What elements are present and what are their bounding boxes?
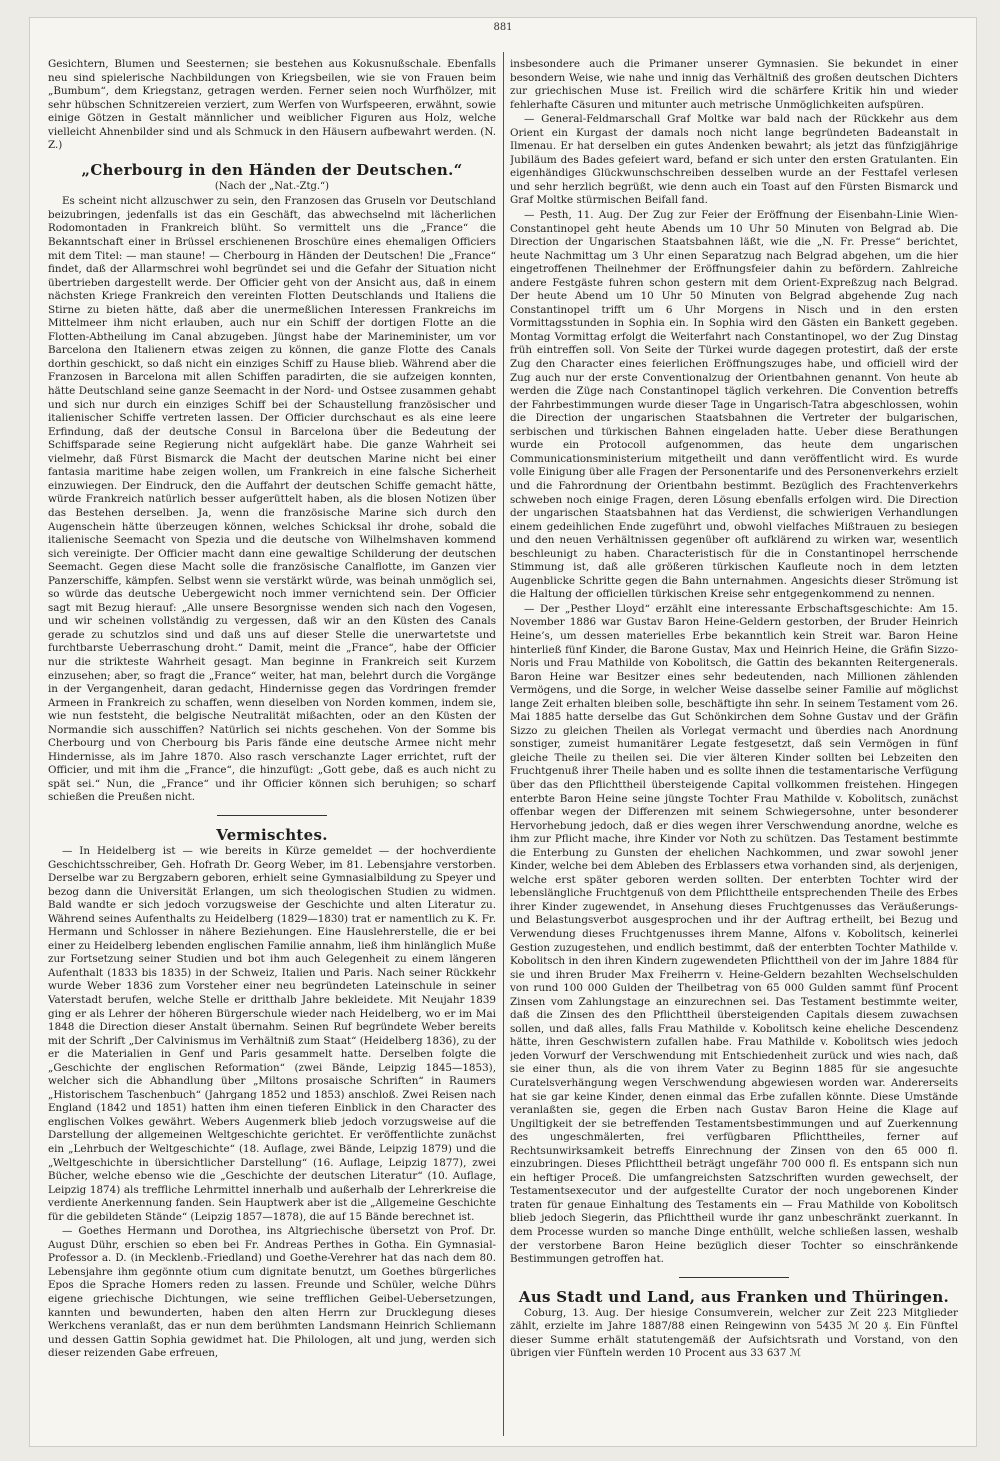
column-divider — [503, 52, 504, 1436]
paragraph: — Der „Pesther Lloyd“ erzählt eine interessante Erbschaftsgeschichte: Am 15. November 1886 war Gustav Baron Heine-Geldern gestorben, der Bruder Heinrich Heine’s, um dessen materielles Erbe bekanntlich kein Streit war. Baron Heine hinterließ fünf Kinder, die Barone Gustav, Max und Heinrich Heine, die Gräfin Sizzo-Noris und Frau Mathilde von Kobolitsch, die Gattin des bekannten Reitergenerals. Baron Heine war Besitzer eines sehr bedeutenden, nach Millionen zählenden Vermögens, und die Sorge, in welcher Weise dasselbe seiner Familie auf möglichst lange Zeit erhalten bleiben solle, beschäftigte ihn sehr. In seinem Testament vom 26. Mai 1885 hatte derselbe das Gut Schönkirchen dem Sohne Gustav und der Gräfin Sizzo zu gleichen Theilen als Vorlegat vermacht und überdies nach Anordnung sonstiger, zumeist humanitärer Legate festgesetzt, daß sein Vermögen in fünf gleiche Theile zu theilen sei. Die vier älteren Kinder sollten bei Lebzeiten den Fruchtgenuß ihrer Theile haben und es sollte ihnen die testamentarische Verfügung über das den Pflichttheil übersteigende Capital vollkommen freistehen. Hingegen enterbte Baron Heine seine jüngste Tochter Frau Mathilde v. Kobolitsch, zunächst offenbar wegen der Differenzen mit seinem Schwiegersohne, unter besonderer Hervorhebung jedoch, daß er dies wegen ihrer Verschwendung anordne, welche es ihm zur Pflicht mache, ihre Kinder vor Noth zu schützen. Das Testament bestimmte die Enterbung zu Gunsten der ehelichen Nachkommen, und zwar sowohl jener Kinder, welche bei dem Ableben des Erblassers etwa vorhanden sind, als derjenigen, welche erst später geboren werden sollten. Der enterbten Tochter wird der lebenslängliche Fruchtgenuß von dem Pflichttheile entsprechenden Theile des Erbes ihrer Kinder zugewendet, in Ansehung dieses Fruchtgenusses das Veräußerungs- und Belastungsverbot ausgesprochen und ihr der Auftrag ertheilt, bei Bezug und Verwendung dieses Fruchtgenusses ihrem Manne, Alfons v. Kobolitsch, keinerlei Gestion zuzugestehen, und endlich bestimmt, daß der enterbten Tochter Mathilde v. Kobolitsch in den ihren Kindern zugewendeten Pflichttheil von der im Jahre 1884 für sie und ihren Bruder Max Freiherrn v. Heine-Geldern bezahlten Wechselschulden von rund 100 000 Gulden der Theilbetrag von 65 000 Gulden sammt fünf Procent Zinsen vom Zahlungstage an einzurechnen sei. Das Testament bestimmte weiter, daß die Zinsen des den Pflichttheil übersteigenden Capitals diesem zuwachsen sollen, und daß alles, falls Frau Mathilde v. Kobolitsch keine eheliche Descendenz hätte, ihren Geschwistern zufallen habe. Frau Mathilde v. Kobolitsch wies jedoch jeden Vorwurf der Verschwendung mit Entschiedenheit zurück und wies nach, daß sie einer thun, als die von ihrem Vater zu Beginn 1885 für sie angesuchte Curatelsverhängung wegen Verschwendung abgewiesen worden war. Andererseits hat sie gar keine Kinder, denen einmal das Erbe zufallen könnte. Diese Umstände veranlaßten sie, gegen die Erben nach Gustav Baron Heine die Klage auf Ungiltigkeit der sie betreffenden Testamentsbestimmungen und auf Zuerkennung des ungeschmälerten, frei verfügbaren Pflichttheiles, ferner auf Rechtsunwirksamkeit betreffs Einrechnung der Zinsen von den 65 000 fl. einzubringen. Dieses Pflichttheil beträgt ungefähr 700 000 fl. Es entspann sich nun ein heftiger Proceß. Die umfangreichsten Satzschriften wurden gewechselt, der Testamentsexecutor und der aufgestellte Curator der noch ungeborenen Kinder traten für genaue Einhaltung des Testaments ein — Frau Mathilde von Kobolitsch blieb jedoch Siegerin, das Pflichttheil wurde ihr ganz unbeschränkt zuerkannt. In dem Processe wurden so manche Dinge enthüllt, welche schließen lassen, weshalb der verstorbene Baron Heine bezüglich dieser Tochter so einschränkende Bestimmungen getroffen hat. — [510, 602, 958, 1266]
paragraph: — In Heidelberg ist — wie bereits in Kürze gemeldet — der hochverdiente Geschichtsschreiber, Geh. Hofrath Dr. Georg Weber, im 81. Lebensjahre verstorben. Derselbe war zu Bergzabern geboren, erhielt seine Gymnasialbildung zu Speyer und bezog dann die Universität Erlangen, um sich theologischen Studien zu widmen. Bald wandte er sich jedoch vorzugsweise der Geschichte und alten Literatur zu. Während seines Aufenthalts zu Heidelberg (1829—1830) trat er namentlich zu K. Fr. Hermann und Schlosser in nähere Beziehungen. Eine Hauslehrerstelle, die er bei einer zu Heidelberg lebenden englischen Familie annahm, ließ ihm hinlänglich Muße zur Fortsetzung seiner Studien und bot ihm auch Gelegenheit zu einem längeren Aufenthalt (1833 bis 1835) in der Schweiz, Italien und Paris. Nach seiner Rückkehr wurde Weber 1836 zum Vorsteher einer neu begründeten Lateinschule in seiner Vaterstadt berufen, welche Stelle er dritthalb Jahre bekleidete. Mit Neujahr 1839 ging er als Lehrer der höheren Bürgerschule wieder nach Heidelberg, wo er im Mai 1848 die Direction dieser Anstalt übernahm. Seinen Ruf begründete Weber bereits mit der Schrift „Der Calvinismus im Verhältniß zum Staat“ (Heidelberg 1836), zu der er die Materialien in Genf und Paris gesammelt hatte. Derselben folgte die „Geschichte der englischen Reformation“ (zwei Bände, Leipzig 1845—1853), welcher sich die Abhandlung über „Miltons prosaische Schriften“ in Raumers „Historischem Taschenbuch“ (Jahrgang 1852 und 1853) anschloß. Zwei Reisen nach England (1842 und 1851) hatten ihm einen tieferen Einblick in den Character des englischen Volkes gewährt. Webers Augenmerk blieb jedoch vorzugsweise auf die Darstellung der allgemeinen Weltgeschichte gerichtet. Er veröffentlichte zunächst ein „Lehrbuch der Weltgeschichte“ (18. Auflage, zwei Bände, Leipzig 1879) und die „Weltgeschichte in übersichtlicher Darstellung“ (16. Auflage, Leipzig 1877), zwei Bücher, welche ebenso wie die „Geschichte der deutschen Literatur“ (10. Auflage, Leipzig 1874) als treffliche Lehrmittel innerhalb und außerhalb der Lehrerkreise die verdiente Anerkennung fanden. Sein Hauptwerk aber ist die „Allgemeine Geschichte für die gebildeten Stände“ (Leipzig 1857—1878), die auf 15 Bände berechnet ist. — [48, 844, 496, 1223]
newspaper-page — [30, 18, 976, 1446]
section-divider — [679, 1277, 789, 1278]
section-title: Vermischtes. — [216, 825, 328, 844]
paragraph: — Pesth, 11. Aug. Der Zug zur Feier der Eröffnung der Eisenbahn-Linie Wien-Constantinopel geht heute Abends um 10 Uhr 50 Minuten von Belgrad ab. Die Direction der Ungarischen Staatsbahnen läßt, wie die „N. Fr. Presse“ berichtet, heute Nachmittag um 3 Uhr einen Separatzug nach Belgrad abgehen, um die hier eingetroffenen Theilnehmer der Eröffnungsfeier dahin zu befördern. Zahlreiche andere Festgäste fuhren schon gestern mit dem Orient-Expreßzug nach Belgrad. Der heute Abend um 10 Uhr 50 Minuten von Belgrad abgehende Zug nach Constantinopel trifft um 6 Uhr Morgens in Nisch und in den ersten Vormittagsstunden in Sophia ein. In Sophia wird den Gästen ein Bankett gegeben. Montag Vormittag erfolgt die Weiterfahrt nach Constantinopel, wo der Zug Dinstag früh eintreffen soll. Von Seite der Türkei wurde dagegen protestirt, daß der erste Zug den Character eines feierlichen Eröffnungszuges habe, und officiell wird der Zug auch nur der erste Conventionalzug der Orientbahnen genannt. Von heute ab werden die Züge nach Constantinopel täglich verkehren. Die Convention betreffs der Fahrbestimmungen wurde dieser Tage in Ungarisch-Tatra abgeschlossen, wohin die Direction der ungarischen Staatsbahnen die Vertreter der bulgarischen, serbischen und türkischen Bahnen eingeladen hatte. Ueber diese Berathungen wurde ein Protocoll aufgenommen, das heute dem ungarischen Communicationsministerium mitgetheilt und dann veröffentlicht wird. Es wurde volle Einigung über alle Fragen der Personentarife und des Personenverkehrs erzielt und die Fahrordnung der Orientbahn bestimmt. Bezüglich des Frachtenverkehrs schweben noch einige Fragen, deren Lösung ebenfalls erfolgen wird. Die Direction der ungarischen Staatsbahnen hat das Verdienst, die schwierigen Verhandlungen einem gedeihlichen Ende zugeführt und, obwohl vielfaches Mißtrauen zu besiegen und den neuen Verhältnissen gegenüber oft aufklärend zu wirken war, wesentlich beschleunigt zu haben. Characteristisch für die in Constantinopel herrschende Stimmung ist, daß alle größeren türkischen Kaufleute noch in dem letzten Augenblicke Schritte gegen die Bahn unternahmen. Angesichts dieser Strömung ist die Haltung der officiellen türkischen Kreise sehr entgegenkommend zu nennen. — [510, 209, 958, 601]
section-title: Aus Stadt und Land, aus Franken und Thüringen. — [518, 1287, 950, 1306]
article-subtitle: (Nach der „Nat.-Ztg.“) — [214, 180, 330, 192]
paragraph: — Goethes Hermann und Dorothea, ins Altgriechische übersetzt von Prof. Dr. August Dühr, erschien so eben bei Fr. Andreas Perthes in Gotha. Ein Gymnasial-Professor a. D. (in Mecklenb.-Friedland) und Goethe-Verehrer hat das nach dem 80. Lebensjahre ihm gegönnte otium cum dignitate benutzt, um Goethes bürgerliches Epos die Sprache Homers reden zu lassen. Freunde und Schüler, welche Dührs eigene griechische Dichtungen, wie seine trefflichen Geibel-Uebersetzungen, kannten und bewunderten, haben den alten Herrn zur Drucklegung dieses Werkchens veranlaßt, das er nun dem berühmten Landsmann Heinrich Schliemann und dessen Gattin Sophia gewidmet hat. Die Philologen, alt und jung, werden sich dieser reizenden Gabe erfreuen, — [48, 1225, 496, 1360]
paragraph: Gesichtern, Blumen und Seesternen; sie bestehen aus Kokusnußschale. Ebenfalls neu sind spielerische Nachbildungen von Kriegsbeilen, wie sie von Frauen beim „Bumbum“, dem Kriegstanz, getragen werden. Ferner seien noch Wurfhölzer, mit sehr hübschen Schnitzereien verziert, zum Werfen von Wurfspeeren, erwähnt, sowie einige Götzen in Gestalt männlicher und weiblicher Figuren aus Holz, welche vielleicht Ahnenbilder sind und als Schmuck in den Häusern aufbewahrt werden. (N. Z.) — [48, 58, 496, 152]
article-title: „Cherbourg in den Händen der Deutschen.“ — [81, 160, 463, 179]
right-column — [510, 58, 958, 1438]
paragraph: Es scheint nicht allzuschwer zu sein, den Franzosen das Gruseln vor Deutschland beizubringen, jedenfalls ist das ein Geschäft, das abwechselnd mit lächerlichen Rodomontaden in Frankreich blüht. So vermittelt uns die „France“ die Bekanntschaft einer in Brüssel erschienenen Broschüre eines ehemaligen Officiers mit dem Titel: — man staune! — Cherbourg in Händen der Deutschen! Die „France“ findet, daß der Allarmschrei wohl begründet sei und die Gefahr der Situation nicht übertrieben dargestellt werde. Der Officier geht von der Ansicht aus, daß in einem nächsten Kriege Frankreich den vereinten Flotten Deutschlands und Italiens die Stirne zu bieten hätte, daß aber die unermeßlichen Interessen Frankreichs im Mittelmeer ihm nicht erlauben, auch nur ein Schiff der dortigen Flotte an die Flotten-Abtheilung im Canal abzugeben. Jüngst habe der Marineminister, um vor Barcelona den Italienern etwas zeigen zu können, die ganze Flotte des Canals dorthin geschickt, so daß nicht ein einziges Schiff zu Hause blieb. Während aber die Franzosen in Barcelona mit allen Schiffen paradirten, die sie aufzeigen konnten, hätte Deutschland seine ganze Seemacht in der Nord- und Ostsee zusammen gehabt und sich nur durch ein einziges Schiff bei der Schaustellung französischer und italienischer Schiffe vertreten lassen. Der Officier durchschaut es als eine leere Erfindung, daß der deutsche Consul in Barcelona über die Bedeutung der Schiffsparade seine Regierung nicht aufgeklärt habe. Die ganze Wahrheit sei vielmehr, daß Fürst Bismarck die Macht der deutschen Marine nicht bei einer fantasia maritime habe zeigen wollen, um Frankreich in eine falsche Sicherheit einzuwiegen. Der Eindruck, den die Auffahrt der deutschen Schiffe gemacht hätte, würde Frankreich natürlich besser aufgerüttelt haben, als die blosen Notizen über das Bestehen derselben. Ja, wenn die französische Marine sich durch den Augenschein hätte überzeugen können, welches Schicksal ihr drohe, sobald die italienische Seemacht von Spezia und die deutsche von Wilhelmshaven kommend sich vereinigte. Der Officier macht dann eine gewaltige Schilderung der deutschen Seemacht. Gegen diese Macht solle die französische Canalflotte, im Ganzen vier Panzerschiffe, kämpfen. Selbst wenn sie verstärkt würde, was beinah unmöglich sei, so würde das deutsche Uebergewicht noch immer vernichtend sein. Der Officier sagt mit Bezug hierauf: „Alle unsere Besorgnisse wenden sich nach den Vogesen, und wir scheinen vollständig zu vergessen, daß wir an den Küsten des Canals gerade zu schutzlos sind und daß uns auf dieser Stelle die unerwartetste und furchtbarste Ueberraschung droht.“ Damit, meint die „France“, habe der Officier nur die strikteste Wahrheit gesagt. Man beginne in Frankreich seit Kurzem einzusehen; aber, so fragt die „France“ weiter, hat man, belehrt durch die Vorgänge in der Vergangenheit, daran gedacht, Hindernisse gegen das Vordringen fremder Armeen in Frankreich zu schaffen, wenn dieselben von Norden kommen, indem sie, wie nun feststeht, die belgische Neutralität mißachten, oder an den Küsten der Normandie sich ausschiffen? Natürlich sei nichts geschehen. Von der Somme bis Cherbourg und von Cherbourg bis Paris fände eine deutsche Armee nicht mehr Hindernisse, als im Jahre 1870. Also rasch verschanzte Lager errichtet, ruft der Officier, und mit ihm die „France“, die hinzufügt: „Gott gebe, daß es auch nicht zu spät sei.“ Nun, die „France“ und ihr Officier können sich beruhigen; so scharf schießen die Preußen nicht. — [48, 195, 496, 804]
section-divider — [217, 815, 327, 816]
paragraph: insbesondere auch die Primaner unserer Gymnasien. Sie bekundet in einer besondern Weise, wie nahe und innig das Verhältniß des großen deutschen Dichters zur griechischen Muse ist. Freilich wird die schärfere Kritik hin und wieder fehlerhafte Cäsuren und mitunter auch metrische Unmöglichkeiten aufspüren. — [510, 58, 958, 111]
left-column — [48, 58, 496, 1438]
page-number: 881 — [493, 22, 513, 33]
paragraph: — General-Feldmarschall Graf Moltke war bald nach der Rückkehr aus dem Orient ein Kurgast der damals noch nicht lange begründeten Badeanstalt in Ilmenau. Er hat derselben ein gutes Andenken bewahrt; als jetzt das fünfzigjährige Jubiläum des Bades gefeiert ward, befand er sich unter den ersten Gratulanten. Ein eigenhändiges Glückwunschschreiben desselben wurde an der Festtafel verlesen und sehr herzlich begrüßt, wie denn auch ein Toast auf den Fürsten Bismarck und Graf Moltke stürmischen Beifall fand. — [510, 113, 958, 207]
paragraph: Coburg, 13. Aug. Der hiesige Consumverein, welcher zur Zeit 223 Mitglieder zählt, erzielte im Jahre 1887/88 einen Reingewinn von 5435 ℳ 20 ₰. Ein Fünftel dieser Summe erhält statutengemäß der Aufsichtsrath und Vorstand, von den übrigen vier Fünfteln werden 10 Procent aus 33 637 ℳ — [510, 1306, 958, 1360]
